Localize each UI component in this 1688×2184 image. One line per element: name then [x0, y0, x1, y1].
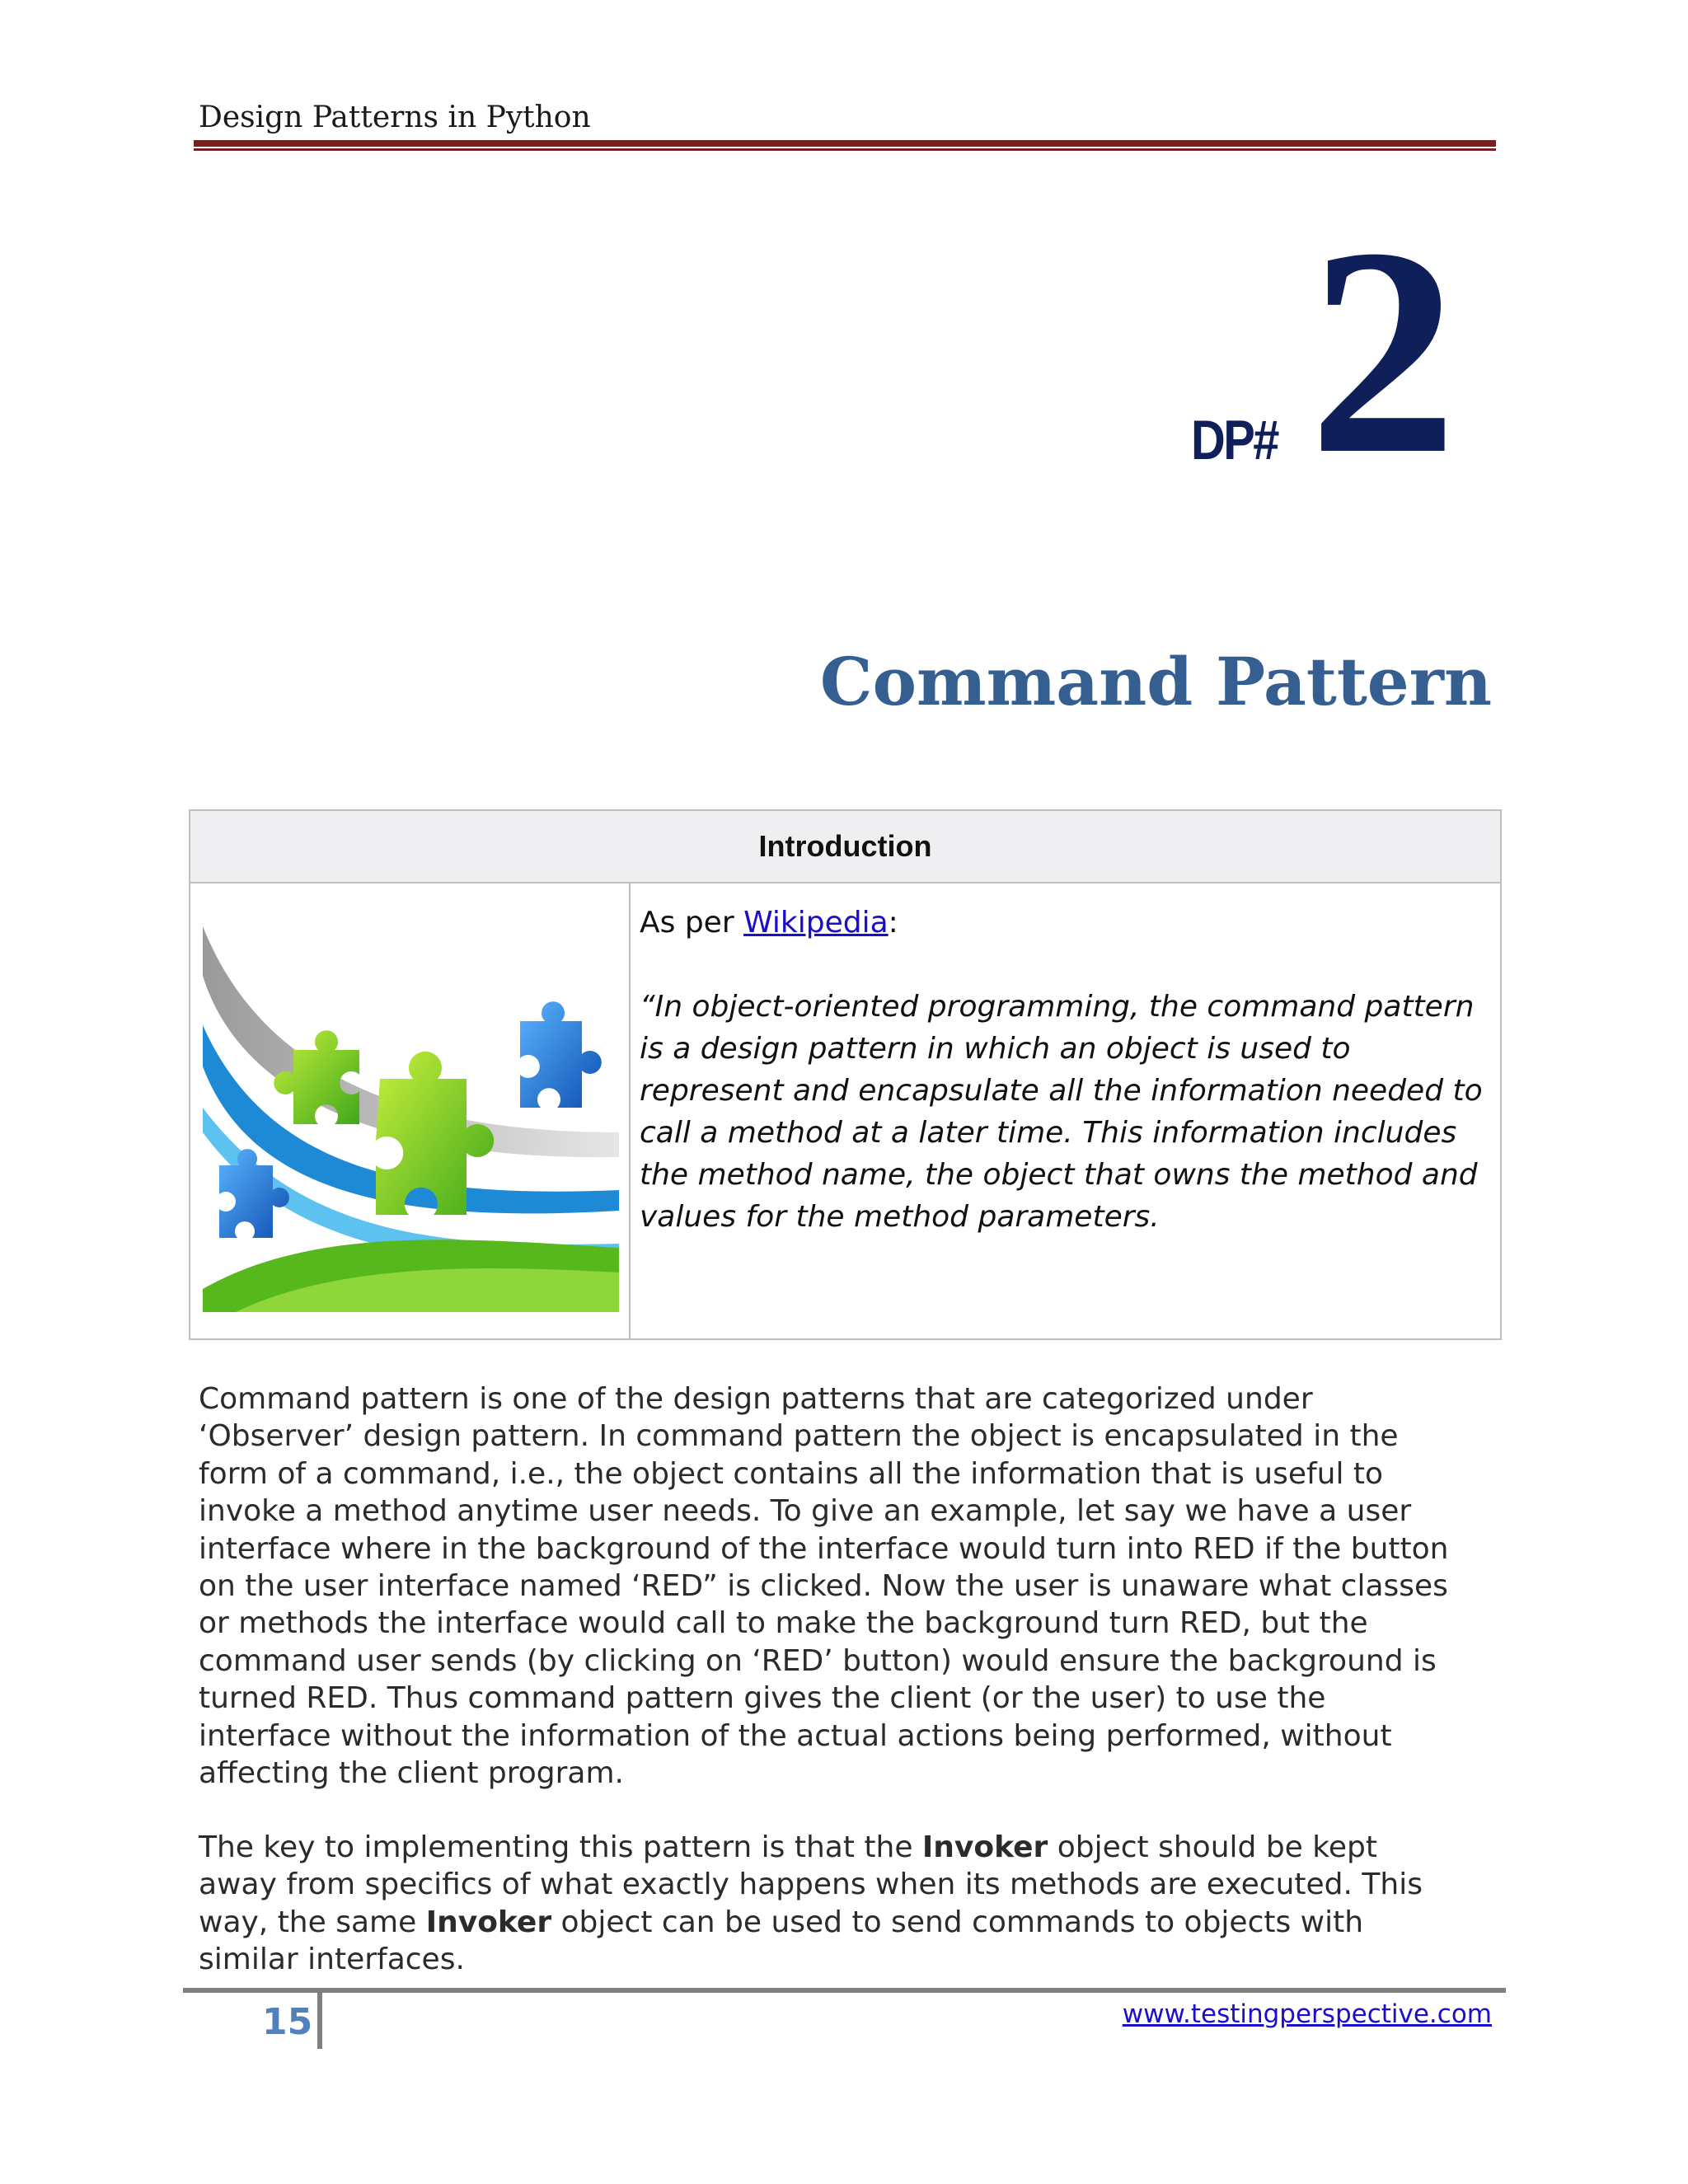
wikipedia-quote: “In object-oriented programming, the command pattern is a design pattern in which an object is used to represent and encapsulate all the information needed to call a method at a later time. This information includes the method name, the object that owns the method and values for the method parameters. [640, 990, 1483, 1234]
footer-rule [183, 1988, 1506, 1993]
chapter-prefix: DP# [1191, 409, 1278, 471]
lead-line: As per Wikipedia: [640, 906, 898, 940]
running-header-title: Design Patterns in Python [199, 101, 591, 134]
body-paragraph-2: The key to implementing this pattern is that the Invoker object should be kept away from specifics of what exactly happens when its methods are executed. This way, the same Invoker object can be used to send commands to objects with similar interfaces. [199, 1830, 1423, 1977]
page-number: 15 [262, 2001, 313, 2043]
footer-divider [317, 1993, 322, 2049]
invoker-term: Invoker [425, 1905, 552, 1939]
header-rule [194, 140, 1496, 147]
table-column-divider [629, 883, 631, 1340]
introduction-heading: Introduction [190, 811, 1500, 883]
website-link[interactable]: www.testingperspective.com [1122, 1999, 1492, 2029]
blue-puzzle-right [520, 1001, 602, 1108]
puzzle-pieces-illustration-icon [203, 926, 619, 1312]
invoker-term: Invoker [921, 1830, 1048, 1864]
chapter-title: Command Pattern [819, 643, 1492, 720]
wikipedia-link[interactable]: Wikipedia [743, 906, 889, 940]
introduction-table [189, 809, 1502, 1340]
chapter-number: 2 [1309, 186, 1457, 515]
header-rule-thin [194, 148, 1496, 151]
introduction-text [640, 902, 1489, 1238]
body-paragraph-1: Command pattern is one of the design patterns that are categorized under ‘Observer’ design pattern. In command pattern the object is encapsulated in the form of a command, i.e., the object contains all the information that is useful to invoke a method anytime user needs. To give an example, let say we have a user interface where in the background of the interface would turn into RED if the button on the user interface named ‘RED” is clicked. Now the user is unaware what classes or methods the interface would call to make the background turn RED, but the command user sends (by clicking on ‘RED’ button) would ensure the background is turned RED. Thus command pattern gives the client (or the user) to use the interface without the information of the actual actions being performed, without affecting the client program. [199, 1382, 1449, 1791]
